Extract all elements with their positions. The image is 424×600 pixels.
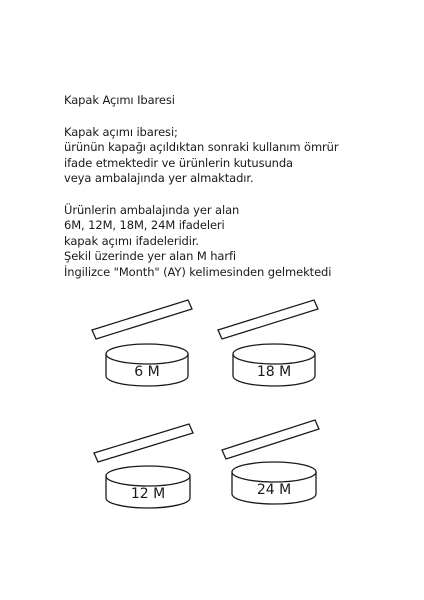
document-title: Kapak Açımı Ibaresi [64,93,175,107]
open-jar-icon [222,420,319,504]
paragraph-line: İngilizce "Month" (AY) kelimesinden gelmektedi [64,264,332,279]
open-jar-icon [94,424,193,508]
paragraph-line: kapak açımı ifadeleridir. [64,233,199,248]
open-jar-icon [218,300,318,386]
open-jar-icon [92,300,192,386]
symbol-label: 12 M [130,486,166,502]
paragraph-line: Ürünlerin ambalajında yer alan [64,202,240,217]
symbol-label: 24 M [256,482,292,498]
paragraph-line: ifade etmektedir ve ürünlerin kutusunda [64,155,293,170]
symbol-label: 6 M [134,364,160,380]
paragraph-line: Kapak açımı ibaresi; [64,124,178,139]
paragraph-line: 6M, 12M, 18M, 24M ifadeleri [64,218,225,232]
paragraph-line: Şekil üzerinde yer alan M harfi [64,249,237,263]
paragraph-line: ürünün kapağı açıldıktan sonraki kullanım ömrür [64,140,339,154]
symbol-label: 18 M [256,364,292,380]
paragraph-line: veya ambalajında yer almaktadır. [64,171,254,185]
